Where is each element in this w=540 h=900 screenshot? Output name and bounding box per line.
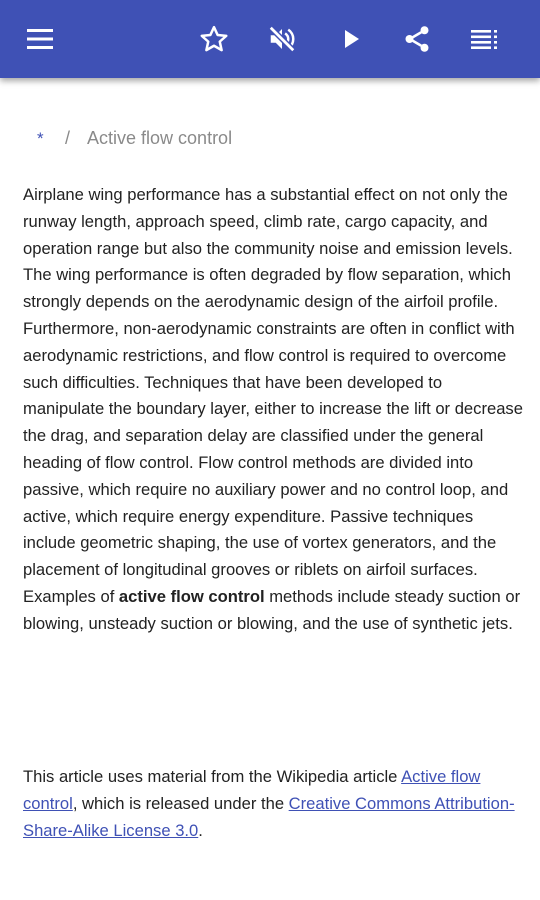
- play-icon: [339, 27, 363, 51]
- app-bar: [0, 0, 540, 78]
- breadcrumb-home-link[interactable]: *: [37, 129, 44, 148]
- article-text-end: methods include steady suction or blowing, unsteady suction or blowing, and the use of synthetic jets.: [23, 586, 521, 633]
- share-icon: [402, 24, 432, 54]
- article-text-start: Airplane wing performance has a substantial effect on not only the runway length, approach speed, climb rate, cargo capacity, and operation range but also the community noise and emission levels. The wing performance is often degraded by flow separation, which strongly depends on the aerodynamic design of the airfoil profile. Furthermore, non-aerodynamic constraints are often in conflict with aerodynamic restrictions, and flow control is required to overcome such difficulties. Techniques that have been developed to manipulate the boundary layer, either to increase the lift or decrease the drag, and separation delay are classified under the general heading of flow control. Flow control methods are divided into passive, which require no auxiliary power and no control loop, and active, which require energy expenditure. Passive techniques include geometric shaping, the use of vortex generators, and the placement of longitudinal grooves or riblets on airfoil surfaces. Examples of: [23, 185, 523, 606]
- wikipedia-article-link[interactable]: Active flow control: [23, 767, 481, 813]
- favorite-button[interactable]: [194, 19, 234, 59]
- breadcrumb-separator: /: [65, 128, 71, 148]
- article-view[interactable]: [0, 78, 540, 900]
- table-of-contents-button[interactable]: [464, 19, 504, 59]
- menu-button[interactable]: [20, 19, 60, 59]
- toc-icon: [470, 28, 498, 50]
- mute-button[interactable]: [262, 19, 302, 59]
- attribution-middle: , which is released under the: [72, 793, 289, 813]
- menu-icon: [26, 28, 54, 50]
- article-paragraph: [23, 182, 523, 638]
- article-body: [23, 182, 523, 638]
- article-bold-term: active flow control: [118, 586, 265, 606]
- breadcrumb: [37, 128, 232, 149]
- volume-off-icon: [267, 24, 297, 54]
- license-link[interactable]: Creative Commons Attribution-Share-Alike License 3.0: [23, 793, 515, 840]
- play-button[interactable]: [331, 19, 371, 59]
- attribution-prefix: This article uses material from the Wikipedia article: [23, 767, 402, 786]
- breadcrumb-current: Active flow control: [87, 128, 233, 148]
- attribution-suffix: .: [198, 820, 203, 840]
- share-button[interactable]: [397, 19, 437, 59]
- star-icon: [199, 24, 229, 54]
- attribution-notice: [23, 764, 523, 844]
